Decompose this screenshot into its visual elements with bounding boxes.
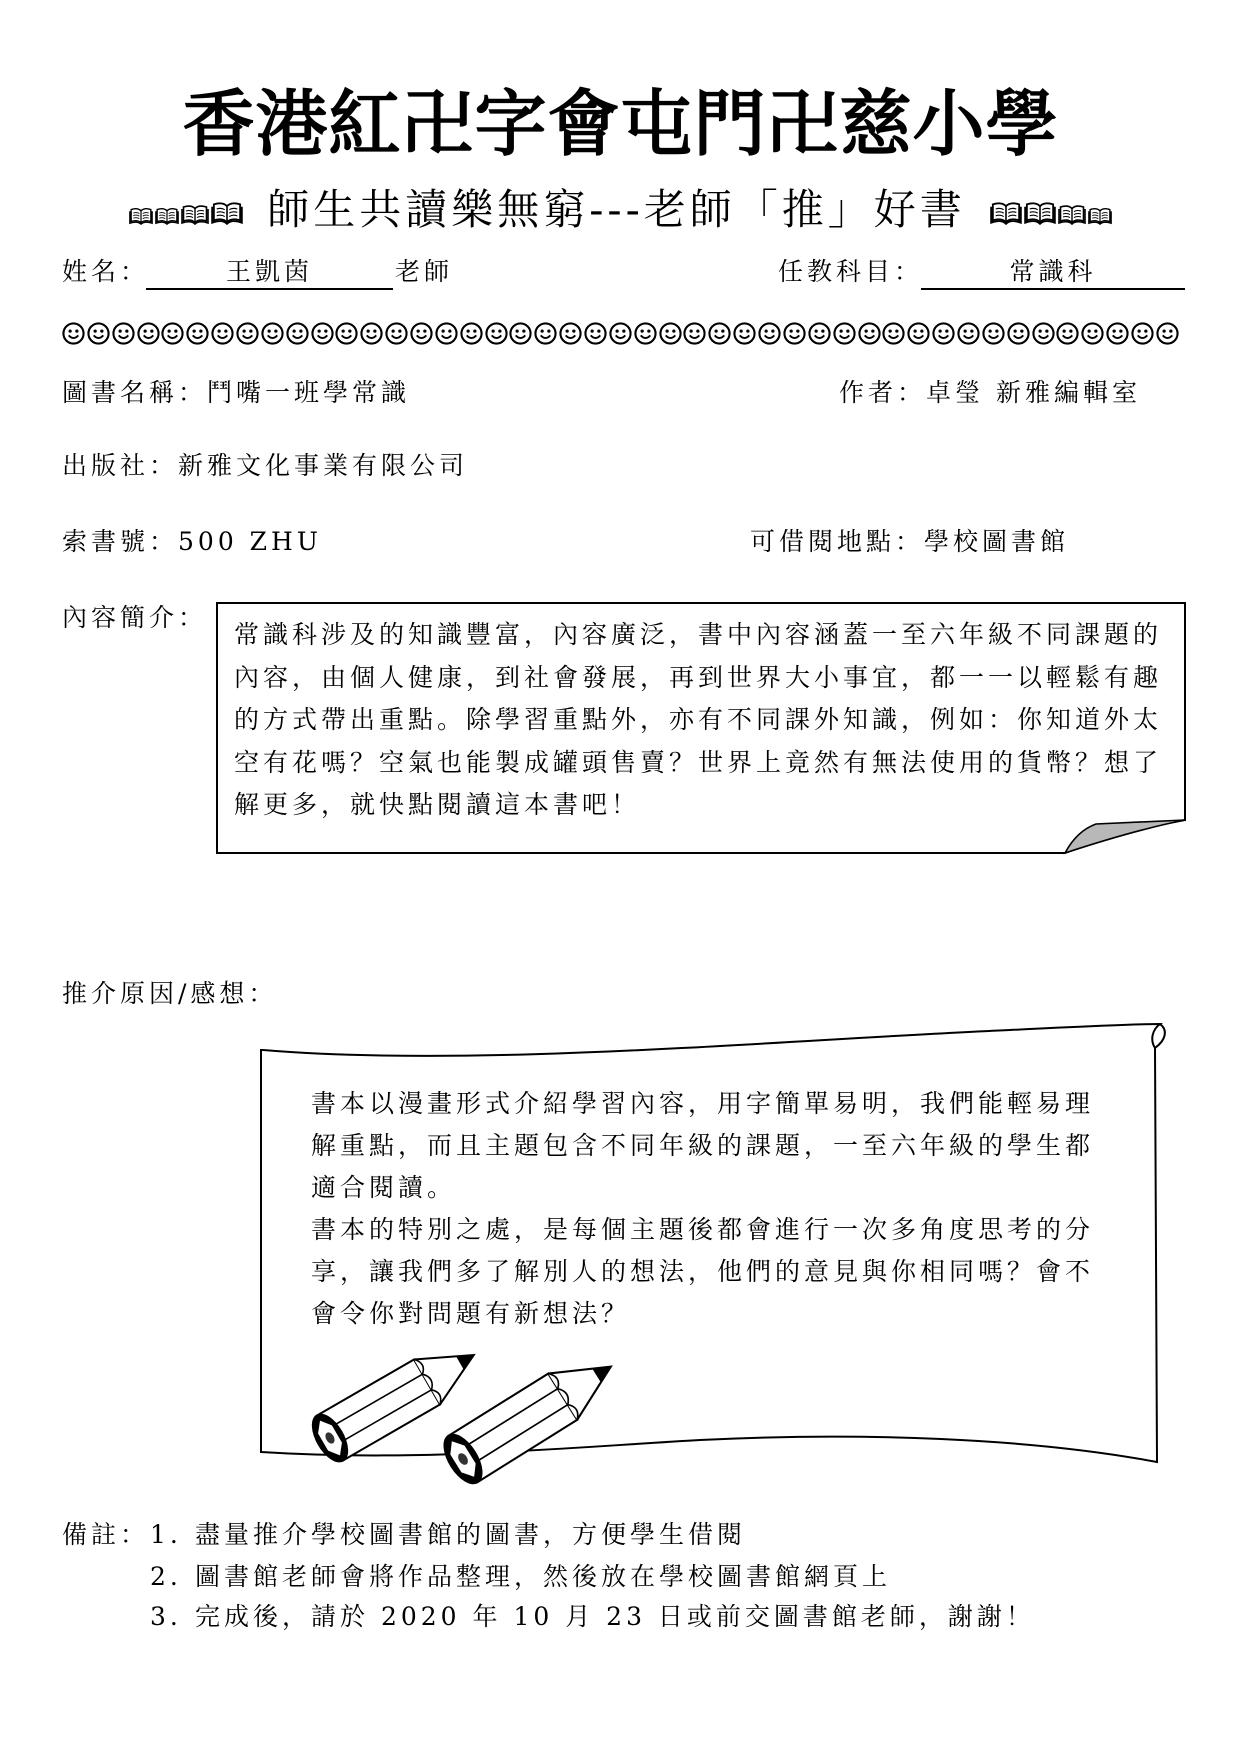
- smiley-divider: [62, 321, 1179, 345]
- smiley-icon: [485, 322, 508, 345]
- school-name: 香港紅卍字會屯門卍慈小學: [182, 81, 1059, 166]
- subject-label: 任教科目：: [778, 257, 924, 286]
- summary-label: 內容簡介：: [62, 603, 208, 632]
- smiley-icon: [211, 322, 234, 345]
- summary-line: 內容，由個人健康，到社會發展，再到世界大小事宜，都一一以輕鬆有趣: [234, 662, 1163, 692]
- left-book-icons: [129, 195, 243, 225]
- smiley-icon: [758, 322, 781, 345]
- author-row: [839, 377, 1141, 409]
- recommendation-line: 適合閱讀。: [311, 1173, 457, 1202]
- recommendation-text: [311, 1083, 1094, 1335]
- smiley-icon: [634, 322, 657, 345]
- summary-line: 解更多，就快點閱讀這本書吧！: [234, 790, 641, 819]
- smiley-icon: [683, 322, 706, 345]
- smiley-icon: [1131, 322, 1154, 345]
- smiley-icon: [534, 322, 557, 345]
- teacher-title-suffix: 老師: [395, 257, 454, 286]
- summary-text: [234, 614, 1162, 827]
- location-row: [750, 526, 1069, 558]
- smiley-icon: [509, 322, 532, 345]
- form-title-row: [0, 184, 1241, 236]
- smiley-icon: [957, 322, 980, 345]
- summary-line: 常識科涉及的知識豐富，內容廣泛，書中內容涵蓋一至六年級不同課題的: [234, 620, 1163, 649]
- smiley-icon: [932, 322, 955, 345]
- open-book-icon: [181, 204, 209, 225]
- smiley-icon: [137, 322, 160, 345]
- book-title-label: 圖書名稱：: [62, 378, 208, 407]
- smiley-icon: [858, 322, 881, 345]
- smiley-icon: [286, 322, 309, 345]
- note-number: 3.: [150, 1602, 182, 1631]
- call-number-label: 索書號：: [62, 527, 179, 556]
- open-book-icon: [990, 201, 1022, 225]
- smiley-icon: [236, 322, 259, 345]
- open-book-icon: [155, 207, 179, 225]
- form-title: 師生共讀樂無窮---老師「推」好書: [267, 185, 966, 234]
- subject-value: 常識科: [921, 256, 1185, 290]
- teacher-name-value: 王凱茵: [146, 256, 393, 290]
- name-label: 姓名：: [62, 257, 150, 286]
- smiley-icon: [87, 322, 110, 345]
- smiley-icon: [261, 322, 284, 345]
- recommendation-line: 享，讓我們多了解別人的想法，他們的意見與你相同嗎？會不: [311, 1257, 1095, 1286]
- call-number-row: [62, 526, 322, 558]
- open-book-icon: [1024, 201, 1056, 225]
- smiley-icon: [112, 322, 135, 345]
- note-text: 盡量推介學校圖書館的圖書，方便學生借閱: [195, 1520, 747, 1549]
- recommendation-line: 書本的特別之處，是每個主題後都會進行一次多角度思考的分: [311, 1215, 1095, 1244]
- summary-line: 的方式帶出重點。除學習重點外，亦有不同課外知識，例如：你知道外太: [234, 705, 1163, 734]
- smiley-icon: [410, 322, 433, 345]
- smiley-icon: [460, 322, 483, 345]
- open-book-icon: [1058, 204, 1086, 225]
- recommendation-line: 解重點，而且主題包含不同年級的課題，一至六年級的學生都: [311, 1131, 1095, 1160]
- smiley-icon: [62, 322, 85, 345]
- smiley-icon: [186, 322, 209, 345]
- smiley-icon: [733, 322, 756, 345]
- notes-label: 備註：: [62, 1520, 150, 1549]
- call-number-value: 500 ZHU: [178, 527, 322, 556]
- smiley-icon: [559, 322, 582, 345]
- book-title-row: [62, 377, 410, 409]
- smiley-icon: [435, 322, 458, 345]
- open-book-icon: [211, 201, 243, 225]
- smiley-icon: [783, 322, 806, 345]
- smiley-icon: [360, 322, 383, 345]
- smiley-icon: [584, 322, 607, 345]
- publisher-row: [62, 450, 468, 482]
- smiley-icon: [1081, 322, 1104, 345]
- smiley-icon: [982, 322, 1005, 345]
- smiley-icon: [385, 322, 408, 345]
- recommendation-label: 推介原因/感想：: [62, 979, 278, 1008]
- publisher-value: 新雅文化事業有限公司: [178, 451, 469, 480]
- pencils-illustration: [270, 1300, 650, 1500]
- smiley-icon: [659, 322, 682, 345]
- smiley-icon: [833, 322, 856, 345]
- smiley-icon: [907, 322, 930, 345]
- note-number: 1.: [150, 1520, 182, 1549]
- location-value: 學校圖書館: [924, 527, 1070, 556]
- book-title-value: 鬥嘴一班學常識: [207, 378, 411, 407]
- smiley-icon: [1106, 322, 1129, 345]
- smiley-icon: [161, 322, 184, 345]
- author-label: 作者：: [839, 378, 927, 407]
- smiley-icon: [311, 322, 334, 345]
- publisher-label: 出版社：: [62, 451, 179, 480]
- open-book-icon: [129, 207, 153, 225]
- note-text: 完成後，請於 2020 年 10 月 23 日或前交圖書館老師，謝謝！: [195, 1602, 1035, 1631]
- right-book-icons: [990, 195, 1112, 225]
- smiley-icon: [1032, 322, 1055, 345]
- recommendation-line: 書本以漫畫形式介紹學習內容，用字簡單易明，我們能輕易理: [311, 1089, 1095, 1118]
- location-label: 可借閱地點：: [750, 527, 925, 556]
- smiley-icon: [882, 322, 905, 345]
- summary-line: 空有花嗎？空氣也能製成罐頭售賣？世界上竟然有無法使用的貨幣？想了: [234, 747, 1163, 777]
- smiley-icon: [1156, 322, 1179, 345]
- note-text: 圖書館老師會將作品整理，然後放在學校圖書館網頁上: [195, 1562, 892, 1591]
- smiley-icon: [808, 322, 831, 345]
- author-value: 卓瑩 新雅編輯室: [926, 378, 1141, 407]
- smiley-icon: [708, 322, 731, 345]
- smiley-icon: [1056, 322, 1079, 345]
- smiley-icon: [335, 322, 358, 345]
- smiley-icon: [609, 322, 632, 345]
- note-number: 2.: [150, 1562, 182, 1591]
- recommendation-line: 會令你對問題有新想法？: [311, 1299, 631, 1328]
- open-book-icon: [1088, 207, 1112, 225]
- smiley-icon: [1007, 322, 1030, 345]
